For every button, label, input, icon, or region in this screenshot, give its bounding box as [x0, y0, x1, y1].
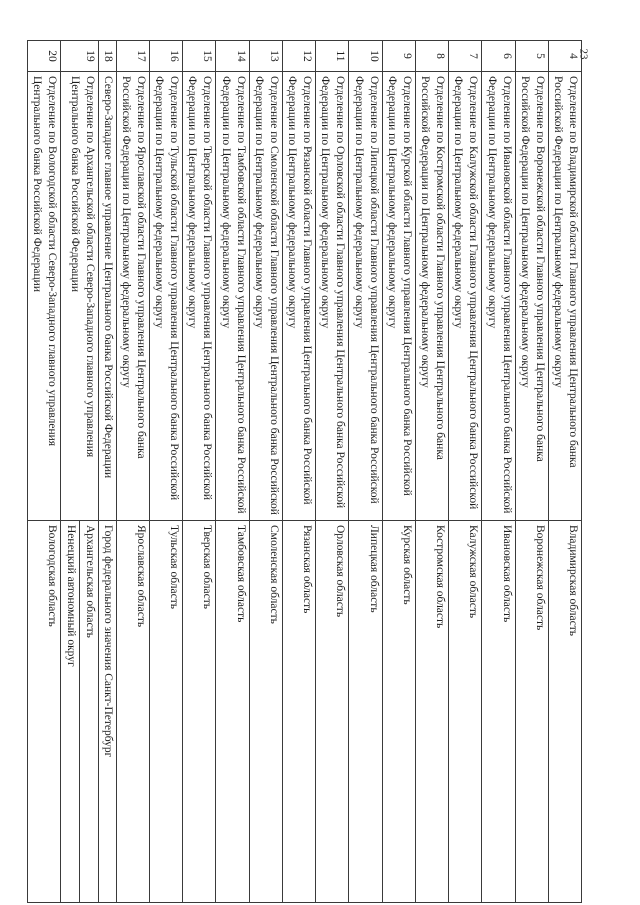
region-cell — [382, 521, 415, 903]
row-number: 16 — [149, 41, 182, 72]
page-number: 23 — [577, 48, 590, 60]
department-name: Отделение по Рязанской области Главного управления Центрального банка Российской Федерации по Центральному федеральному округу — [282, 72, 315, 521]
department-name: Отделение по Костромской области Главного управления Центрального банка Российской Федерации по Центральному федеральному округу — [415, 72, 448, 521]
table-row — [548, 41, 581, 903]
department-name: Отделение по Воронежской области Главного управления Центрального банка Российской Федерации по Центральному федеральному округу — [515, 72, 548, 521]
region-cell — [183, 521, 216, 903]
department-name: Отделение по Тамбовской области Главного управления Центрального банка Российской Федерации по Центральному федеральному округу — [216, 72, 249, 521]
row-number: 6 — [482, 41, 515, 72]
row-number: 19 — [61, 41, 98, 72]
region-name: Тульская область — [168, 525, 181, 609]
region-name: Липецкая область — [367, 525, 380, 613]
department-name: Отделение по Ярославской области Главного управления Центрального банка Российской Федерации по Центральному федеральному округу — [116, 72, 149, 521]
region-cell — [515, 521, 548, 903]
region-name: Рязанская область — [301, 525, 314, 614]
department-name: Отделение по Ивановской области Главного управления Центрального банка Российской Федерации по Центральному федеральному округу — [482, 72, 515, 521]
department-name: Отделение по Курской области Главного управления Центрального банка Российской Федерации по Центральному федеральному округу — [382, 72, 415, 521]
row-number: 18 — [98, 41, 116, 72]
region-cell — [116, 521, 149, 903]
region-name: Владимирская область — [567, 525, 579, 637]
region-cell — [349, 521, 382, 903]
table-row — [482, 41, 515, 903]
table-row — [149, 41, 182, 903]
table-row — [349, 41, 382, 903]
table-row — [515, 41, 548, 903]
region-cell — [249, 521, 282, 903]
region-name: Вологодская область — [46, 525, 59, 627]
region-name-secondary: Ненецкий автономный округ — [63, 521, 80, 902]
region-name: Калужская область — [467, 525, 480, 619]
region-name: Курская область — [400, 525, 413, 605]
table-row — [216, 41, 249, 903]
row-number: 4 — [548, 41, 581, 72]
row-number: 13 — [249, 41, 282, 72]
region-name: Город федерального значения Санкт-Петербург — [101, 525, 114, 758]
department-name: Отделение по Орловской области Главного управления Центрального банка Российской Федерации по Центральному федеральному округу — [316, 72, 349, 521]
department-name: Северо-Западное главное управление Центрального банка Российской Федерации — [98, 72, 116, 521]
department-name: Отделение по Вологодской области Северо-Западного главного управления Центрального банка Российской Федерации — [28, 72, 61, 521]
row-number: 11 — [316, 41, 349, 72]
table-row — [98, 41, 116, 903]
row-number: 9 — [382, 41, 415, 72]
row-number: 7 — [449, 41, 482, 72]
row-number: 10 — [349, 41, 382, 72]
department-name: Отделение по Тверской области Главного управления Центрального банка Российской Федерации по Центральному федеральному округу — [183, 72, 216, 521]
region-name: Орловская область — [334, 525, 347, 618]
region-cell — [149, 521, 182, 903]
region-name: Воронежская область — [533, 525, 546, 631]
table-row — [116, 41, 149, 903]
document-table — [27, 40, 582, 903]
table-row — [249, 41, 282, 903]
row-number: 17 — [116, 41, 149, 72]
table-row — [382, 41, 415, 903]
table-row — [28, 41, 61, 903]
department-name: Отделение по Калужской области Главного управления Центрального банка Российской Федерации по Центральному федеральному округу — [449, 72, 482, 521]
row-number: 15 — [183, 41, 216, 72]
department-name: Отделение по Владимирской области Главного управления Центрального банка Российской Федерации по Центральному федеральному округу — [548, 72, 581, 521]
region-cell — [482, 521, 515, 903]
department-name: Отделение по Архангельской области Северо-Западного главного управления Центрального банка Российской Федерации — [61, 72, 98, 521]
table-row — [449, 41, 482, 903]
department-name: Отделение по Тульской области Главного управления Центрального банка Российской Федерации по Центральному федеральному округу — [149, 72, 182, 521]
table-row — [282, 41, 315, 903]
table-row — [415, 41, 448, 903]
region-name: Костромская область — [434, 525, 447, 629]
row-number: 5 — [515, 41, 548, 72]
region-cell — [61, 521, 98, 903]
region-cell — [282, 521, 315, 903]
region-cell — [415, 521, 448, 903]
row-number: 12 — [282, 41, 315, 72]
region-cell — [449, 521, 482, 903]
region-cell — [548, 521, 581, 903]
table-row — [316, 41, 349, 903]
region-cell — [216, 521, 249, 903]
row-number: 8 — [415, 41, 448, 72]
region-cell — [98, 521, 116, 903]
region-cell — [316, 521, 349, 903]
row-number: 14 — [216, 41, 249, 72]
region-name: Тамбовская область — [234, 525, 247, 623]
department-name: Отделение по Смоленской области Главного управления Центрального банка Российской Федерации по Центральному федеральному округу — [249, 72, 282, 521]
region-cell — [28, 521, 61, 903]
department-name: Отделение по Липецкой области Главного управления Центрального банка Российской Федерации по Центральному федеральному округу — [349, 72, 382, 521]
row-number: 20 — [28, 41, 61, 72]
region-name: Смоленская область — [267, 525, 280, 624]
table-row — [183, 41, 216, 903]
table-body — [28, 41, 582, 903]
region-name: Ярославская область — [134, 525, 147, 628]
region-name: Ивановская область — [500, 525, 513, 623]
table-row — [61, 41, 98, 903]
region-name: Архангельская область — [83, 525, 96, 638]
rotated-table-container — [27, 40, 582, 875]
region-name: Тверская область — [201, 525, 214, 609]
